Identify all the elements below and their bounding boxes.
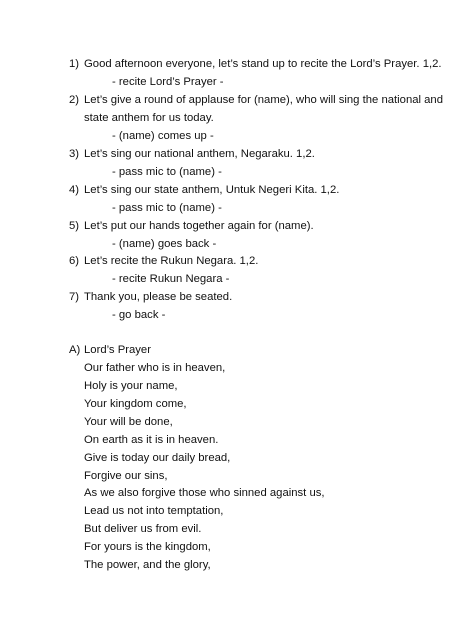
prayer-line-text: Lead us not into temptation, xyxy=(84,505,224,517)
stage-direction: - go back - xyxy=(112,309,166,321)
instruction-text: state anthem for us today. xyxy=(84,112,214,124)
prayer-line-text: But deliver us from evil. xyxy=(84,523,202,535)
section-label: A) xyxy=(69,344,81,356)
instruction-number: 2) xyxy=(69,94,80,106)
instruction-text: Thank you, please be seated. xyxy=(84,291,233,303)
prayer-line-text: On earth as it is in heaven. xyxy=(84,434,219,446)
prayer-line-text: Your will be done, xyxy=(84,416,173,428)
prayer-line-text: As we also forgive those who sinned against us, xyxy=(84,487,325,499)
instruction-number: 1) xyxy=(69,58,80,70)
stage-direction: - recite Rukun Negara - xyxy=(112,273,230,285)
instruction-text: Let’s give a round of applause for (name), who will sing the national and xyxy=(84,94,444,106)
stage-direction: - recite Lord’s Prayer - xyxy=(112,76,224,88)
instruction-text: Let’s recite the Rukun Negara. 1,2. xyxy=(84,255,259,267)
stage-direction: - (name) goes back - xyxy=(112,238,217,250)
instruction-number: 5) xyxy=(69,220,80,232)
prayer-line-text: Our father who is in heaven, xyxy=(84,362,226,374)
instruction-number: 3) xyxy=(69,148,80,160)
stage-direction: - pass mic to (name) - xyxy=(112,166,222,178)
prayer-line-text: The power, and the glory, xyxy=(84,559,211,571)
prayer-line-text: Give is today our daily bread, xyxy=(84,452,231,464)
prayer-line-text: For yours is the kingdom, xyxy=(84,541,211,553)
prayer-line-text: Forgive our sins, xyxy=(84,470,168,482)
section-title: Lord’s Prayer xyxy=(84,344,151,356)
stage-direction: - pass mic to (name) - xyxy=(112,202,222,214)
instruction-number: 6) xyxy=(69,255,80,267)
instruction-number: 7) xyxy=(69,291,80,303)
stage-direction: - (name) comes up - xyxy=(112,130,214,142)
instruction-text: Let’s sing our national anthem, Negaraku. 1,2. xyxy=(84,148,315,160)
prayer-line-text: Your kingdom come, xyxy=(84,398,187,410)
instruction-number: 4) xyxy=(69,184,80,196)
instruction-text: Let’s sing our state anthem, Untuk Negeri Kita. 1,2. xyxy=(84,184,340,196)
instruction-text: Let’s put our hands together again for (name). xyxy=(84,220,314,232)
instruction-text: Good afternoon everyone, let’s stand up to recite the Lord’s Prayer. 1,2. xyxy=(84,58,442,70)
prayer-line-text: Holy is your name, xyxy=(84,380,178,392)
